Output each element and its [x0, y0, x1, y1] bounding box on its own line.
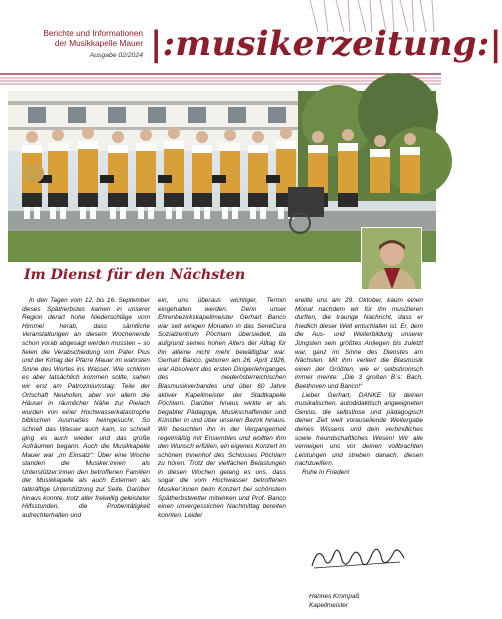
column-2-paragraph: ein, uns überaus wichtiger, Termin eingehalten werden. Denn unser Ehrenbezirkskapellmeister Gerhart Banco war seit einigen Monaten in das SeneCura Sozialzentrum Pöchlarn übersiedelt, da aufgrund seines hohen Alters der Alltag für ihn alleine nicht mehr bewältigbar war. Gerhart Banco, geboren am 26. April 1926, war Absolvent des ersten Dirigierlehrganges des niederösterreichischen Blasmusikverbandes und über 60 Jahre aktiver Kapellmeister der Stadtkapelle Pöchlarn. Darüber hinaus wirkte er als begabter Pädagoge, Musikschaffender und Künstler in und über unseren Bezirk hinaus. Wir besuchten ihn in der Vergangenheit regelmäßig mit Ensembles und wollten ihm den Wunsch erfüllen, ein eigenes Konzert im schönen Innenhof des Schlosses Pöchlarn zu hören. Trotz der vielfachen Belastungen in diesen Wochen gelang es uns, dass sogar die vom Hochwasser betroffenen Musiker:innen beim Konzert bei schönstem Spätherbstwetter mitwirken und Prof. Banco einen unvergesslichen Nachmittag bereiten konnten. Leider [158, 297, 286, 519]
header-subtitle-line1: Berichte und Informationen [43, 28, 143, 38]
article-column-1 [22, 297, 150, 520]
handwritten-signature [308, 540, 408, 574]
column-3-paragraph-2: Lieber Gerhart, DANKE für deinen musikalischen, autodidaktisch angeeigneten Genius, die selbstlose und pädagogisch deiner Zeit weit vorauseilende Weitergabe deines Wissens und dein verbindliches sowie freundschaftliches Wesen! Wir alle verneigen uns vor deinen vollbrachten Leistungen und streben danach, diesen nachzueifern. [295, 391, 423, 468]
issue-number: Ausgabe 02/2024 [89, 52, 143, 59]
article-column-3 [295, 297, 423, 477]
signature-name: Hannes Krompaß [309, 593, 360, 600]
signature-role: Kapellmeister [309, 601, 348, 609]
article-headline: Im Dienst für den Nächsten [24, 267, 246, 283]
column-1-paragraph: In den Tagen vom 12. bis 16. September dieses Spätherbstes kamen in unserer Region derart hohe Niederschläge vom Himmel herab, dass sämtliche Veranstaltungen an diesem Wochenende schon vorab abgesagt werden mussten – so fielen die Verabschiedung von Pater Pius und der Kirtag der Pfarre Mauer im wahrsten Sinne des Wortes ins Wasser. Wie schlimm es aber tatsächlich kommen sollte, sahen wir erst am Patroziniumstag: Teile der Ortschaft Neuhofen, aber vor allem die Häuser in räumlicher Nähe zur Pielach wurden von einer Hochwasserkatastrophe biblischen Ausmaßes heimgesucht. So schnell das Wasser auch kam, so schnell ging es auch wieder und das große Aufräumen begann. Auch die Musikkapelle Mauer war „im Einsatz“: Über eine Woche standen die Musiker:innen als Unterstützer:innen den betroffenen Familien der Musikkapelle als auch Externen als tatkräftige Unterstützung zur Seite. Darüber hinaus konnte, trotz aller freiwillig geleisteter Hilfsstunden, die Probentätigkeit aufrechterhalten und [22, 297, 150, 519]
header-subtitle-block [8, 28, 143, 60]
column-3-paragraph-3: Ruhe in Frieden! [302, 468, 350, 476]
column-3-paragraph-1: ereilte uns am 29. Oktober, kaum einen Monat nachdem wir für ihn musizieren durften, die traurige Nachricht, dass er friedlich dieser Welt entschlafen ist. Er, dem die Aus- und Weiterbildung unserer Jüngsten sein größtes Anliegen bis zuletzt war, ganz im Sinne des Dienstes am Nächsten. Mit ihm verliert die Blasmusik einen der Größten, wie er selbstironisch immer meinte: „Die 3 großen B´s: Bach, Beethoven und Banco!“ [295, 297, 423, 390]
signature-block [309, 593, 359, 610]
header-subtitle-line2: der Musikkapelle Mauer [54, 38, 143, 48]
masthead-title: |:musikerzeitung:| [150, 24, 502, 64]
article-column-2 [158, 297, 286, 520]
